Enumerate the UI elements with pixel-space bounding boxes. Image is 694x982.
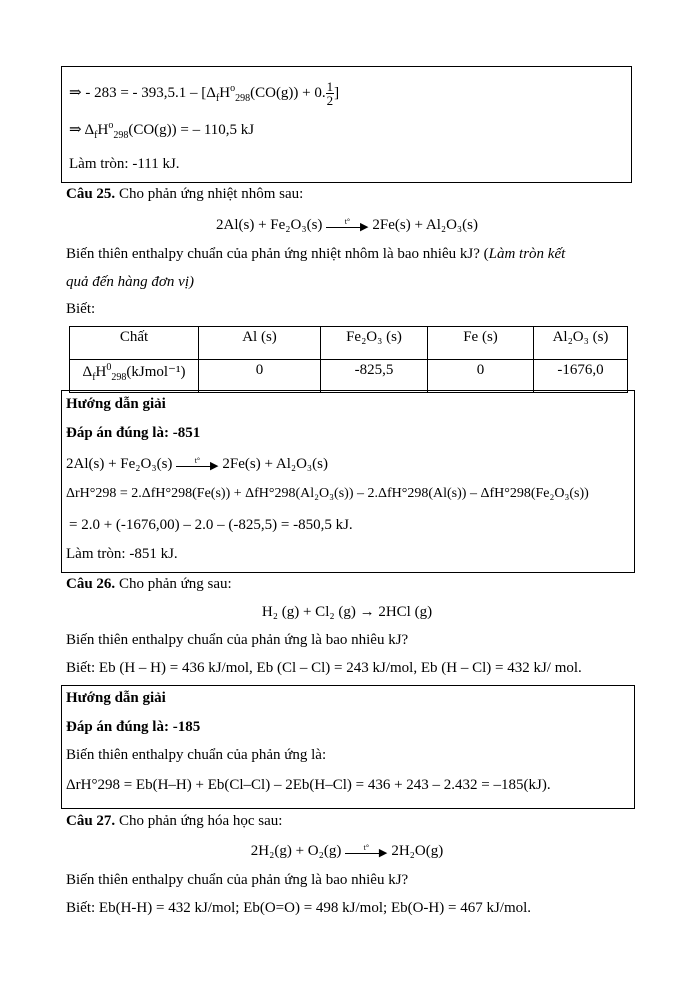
table-header-cell: Al (s): [199, 327, 321, 360]
table-header-cell: Fe₂O₃ (s): [321, 327, 428, 360]
solution-24-round: Làm tròn: -111 kJ.: [69, 156, 180, 172]
reaction-arrow-icon: t° ▶: [345, 846, 387, 858]
fraction: $\frac{1}{2}$: [326, 79, 334, 108]
question-25-ask-cont: quả đến hàng đơn vị): [66, 274, 194, 290]
question-26-given: Biết: Eb (H – H) = 436 kJ/mol, Eb (Cl – Cl) = 243 kJ/mol, Eb (H – Cl) = 432 kJ/ mol.: [66, 660, 582, 676]
table-cell: 0: [199, 360, 321, 393]
reaction-arrow-icon: t° ▶: [176, 459, 218, 471]
question-27-ask: Biến thiên enthalpy chuẩn của phản ứng là bao nhiêu kJ?: [66, 872, 409, 888]
solution-25-calc: = 2.0 + (-1676,00) – 2.0 – (-825,5) = -850,5 kJ.: [69, 517, 353, 533]
table-header-cell: Al₂O₃ (s): [534, 327, 628, 360]
table-cell: 0: [428, 360, 534, 393]
question-25-title: Câu 25. Cho phản ứng nhiệt nhôm sau:: [66, 186, 304, 202]
solution-26-intro: Biến thiên enthalpy chuẩn của phản ứng là:: [66, 747, 327, 763]
table-row-label: $\Delta_fH^0_{298}(kJmol^{-1})$: [70, 360, 199, 393]
solution-24-eq2: ⇒ $\Delta_fH^o_{298}(CO(g))$ = – 110,5 kJ: [69, 120, 255, 141]
solution-25-answer: Đáp án đúng là: -851: [66, 425, 201, 441]
solution-26-formula: ΔrH°298 = Eb(H–H) + Eb(Cl–Cl) – 2Eb(H–Cl) = 436 + 243 – 2.432 = –185(kJ).: [66, 777, 551, 793]
solution-25-round: Làm tròn: -851 kJ.: [66, 546, 178, 562]
table-header-cell: Chất: [70, 327, 199, 360]
enthalpy-table: [69, 326, 628, 393]
table-header-cell: Fe (s): [428, 327, 534, 360]
table-row: [70, 360, 628, 393]
solution-26-answer: Đáp án đúng là: -185: [66, 719, 201, 735]
question-26-title: Câu 26. Cho phản ứng sau:: [66, 576, 232, 592]
question-27-reaction: 2H₂(g) + O₂(g) t° ▶ 2H₂O(g): [250, 842, 444, 859]
solution-25-title: Hướng dẫn giải: [66, 396, 166, 412]
question-25-ask: Biến thiên enthalpy chuẩn của phản ứng nhiệt nhôm là bao nhiêu kJ? (Làm tròn kết: [66, 246, 566, 262]
solution-25-reaction: 2Al(s) + Fe₂O₃(s) t° ▶ 2Fe(s) + Al₂O₃(s): [66, 455, 328, 472]
solution-24-eq1: ⇒ - 283 = - $393,5.1 - [\Delta_fH^o_{298}(CO(g)) + 0$. $\frac{1}{2}$ ]: [69, 79, 340, 108]
table-cell: -1676,0: [534, 360, 628, 393]
table-row: [70, 327, 628, 360]
question-27-title: Câu 27. Cho phản ứng hóa học sau:: [66, 813, 283, 829]
question-26-ask: Biến thiên enthalpy chuẩn của phản ứng là bao nhiêu kJ?: [66, 632, 409, 648]
solution-26-title: Hướng dẫn giải: [66, 690, 166, 706]
reaction-arrow-icon: t° ▶: [326, 220, 368, 232]
question-27-given: Biết: Eb(H-H) = 432 kJ/mol; Eb(O=O) = 498 kJ/mol; Eb(O-H) = 467 kJ/mol.: [66, 900, 532, 916]
solution-25-formula: ΔrH°298 = 2.ΔfH°298(Fe(s)) + ΔfH°298(Al₂O₃(s)) – 2.ΔfH°298(Al(s)) – ΔfH°298(Fe₂O₃(s)): [66, 486, 589, 501]
table-cell: -825,5: [321, 360, 428, 393]
question-25-given: Biết:: [66, 301, 96, 317]
question-26-reaction: H₂ (g) + Cl₂ (g) → 2HCl (g): [261, 604, 433, 620]
question-25-reaction: 2Al(s) + Fe₂O₃(s) t° ▶ 2Fe(s) + Al₂O₃(s): [216, 216, 478, 233]
